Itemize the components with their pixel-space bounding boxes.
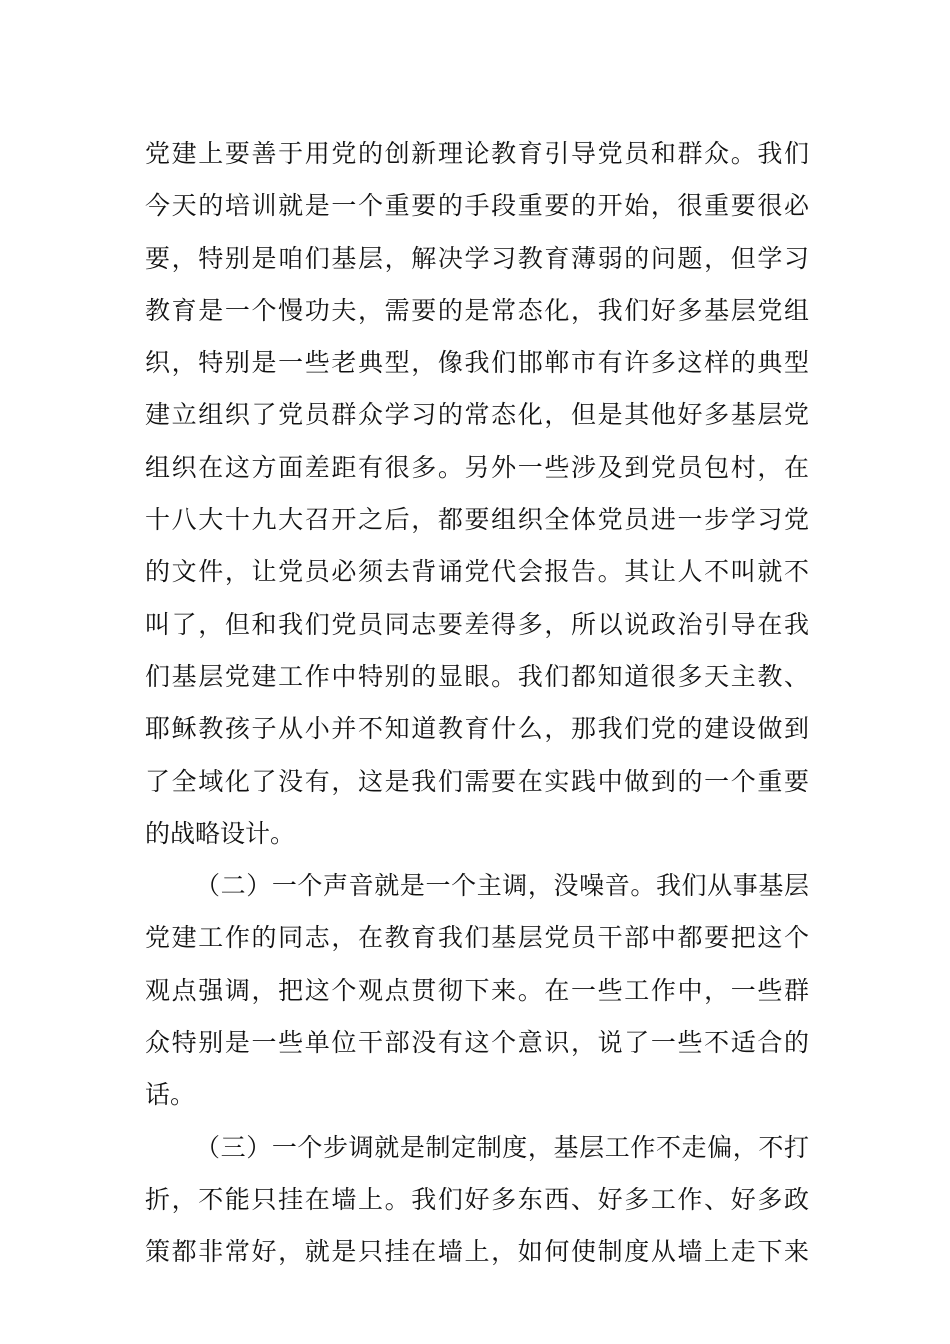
text-line: 的文件，让党员必须去背诵党代会报告。其让人不叫就不: [145, 557, 809, 587]
text-line: 观点强调，把这个观点贯彻下来。在一些工作中，一些群: [145, 975, 809, 1005]
document-body: [145, 128, 809, 1279]
text-line: 了全域化了没有，这是我们需要在实践中做到的一个重要: [145, 766, 809, 796]
text-line: 党建上要善于用党的创新理论教育引导党员和群众。我们: [145, 139, 809, 168]
text-line: 叫了，但和我们党员同志要差得多，所以说政治引导在我: [145, 609, 809, 639]
text-line: 众特别是一些单位干部没有这个意识，说了一些不适合的: [145, 1028, 809, 1058]
text-line: 今天的培训就是一个重要的手段重要的开始，很重要很必: [145, 191, 809, 221]
text-line: 话。: [145, 1080, 196, 1110]
text-line: 织，特别是一些老典型，像我们邯郸市有许多这样的典型: [145, 348, 809, 378]
text-line: 组织在这方面差距有很多。另外一些涉及到党员包村，在: [145, 452, 809, 482]
text-line: 折，不能只挂在墙上。我们好多东西、好多工作、好多政: [145, 1184, 809, 1214]
text-line: （二）一个声音就是一个主调，没噪音。我们从事基层: [195, 871, 809, 901]
text-line: （三）一个步调就是制定制度，基层工作不走偏，不打: [195, 1132, 809, 1162]
paragraph-3: [145, 1122, 809, 1279]
text-line: 的战略设计。: [145, 818, 296, 848]
paragraph-1: [145, 128, 809, 860]
text-line: 十八大十九大召开之后，都要组织全体党员进一步学习党: [145, 505, 809, 535]
text-line: 党建工作的同志，在教育我们基层党员干部中都要把这个: [145, 923, 809, 953]
text-line: 建立组织了党员群众学习的常态化，但是其他好多基层党: [145, 400, 809, 430]
text-line: 策都非常好，就是只挂在墙上，如何使制度从墙上走下来: [145, 1237, 809, 1267]
text-line: 们基层党建工作中特别的显眼。我们都知道很多天主教、: [145, 661, 809, 691]
text-line: 耶稣教孩子从小并不知道教育什么，那我们党的建设做到: [145, 714, 809, 744]
text-line: 教育是一个慢功夫，需要的是常态化，我们好多基层党组: [145, 295, 809, 325]
paragraph-2: [145, 860, 809, 1121]
text-line: 要，特别是咱们基层，解决学习教育薄弱的问题，但学习: [145, 243, 809, 273]
